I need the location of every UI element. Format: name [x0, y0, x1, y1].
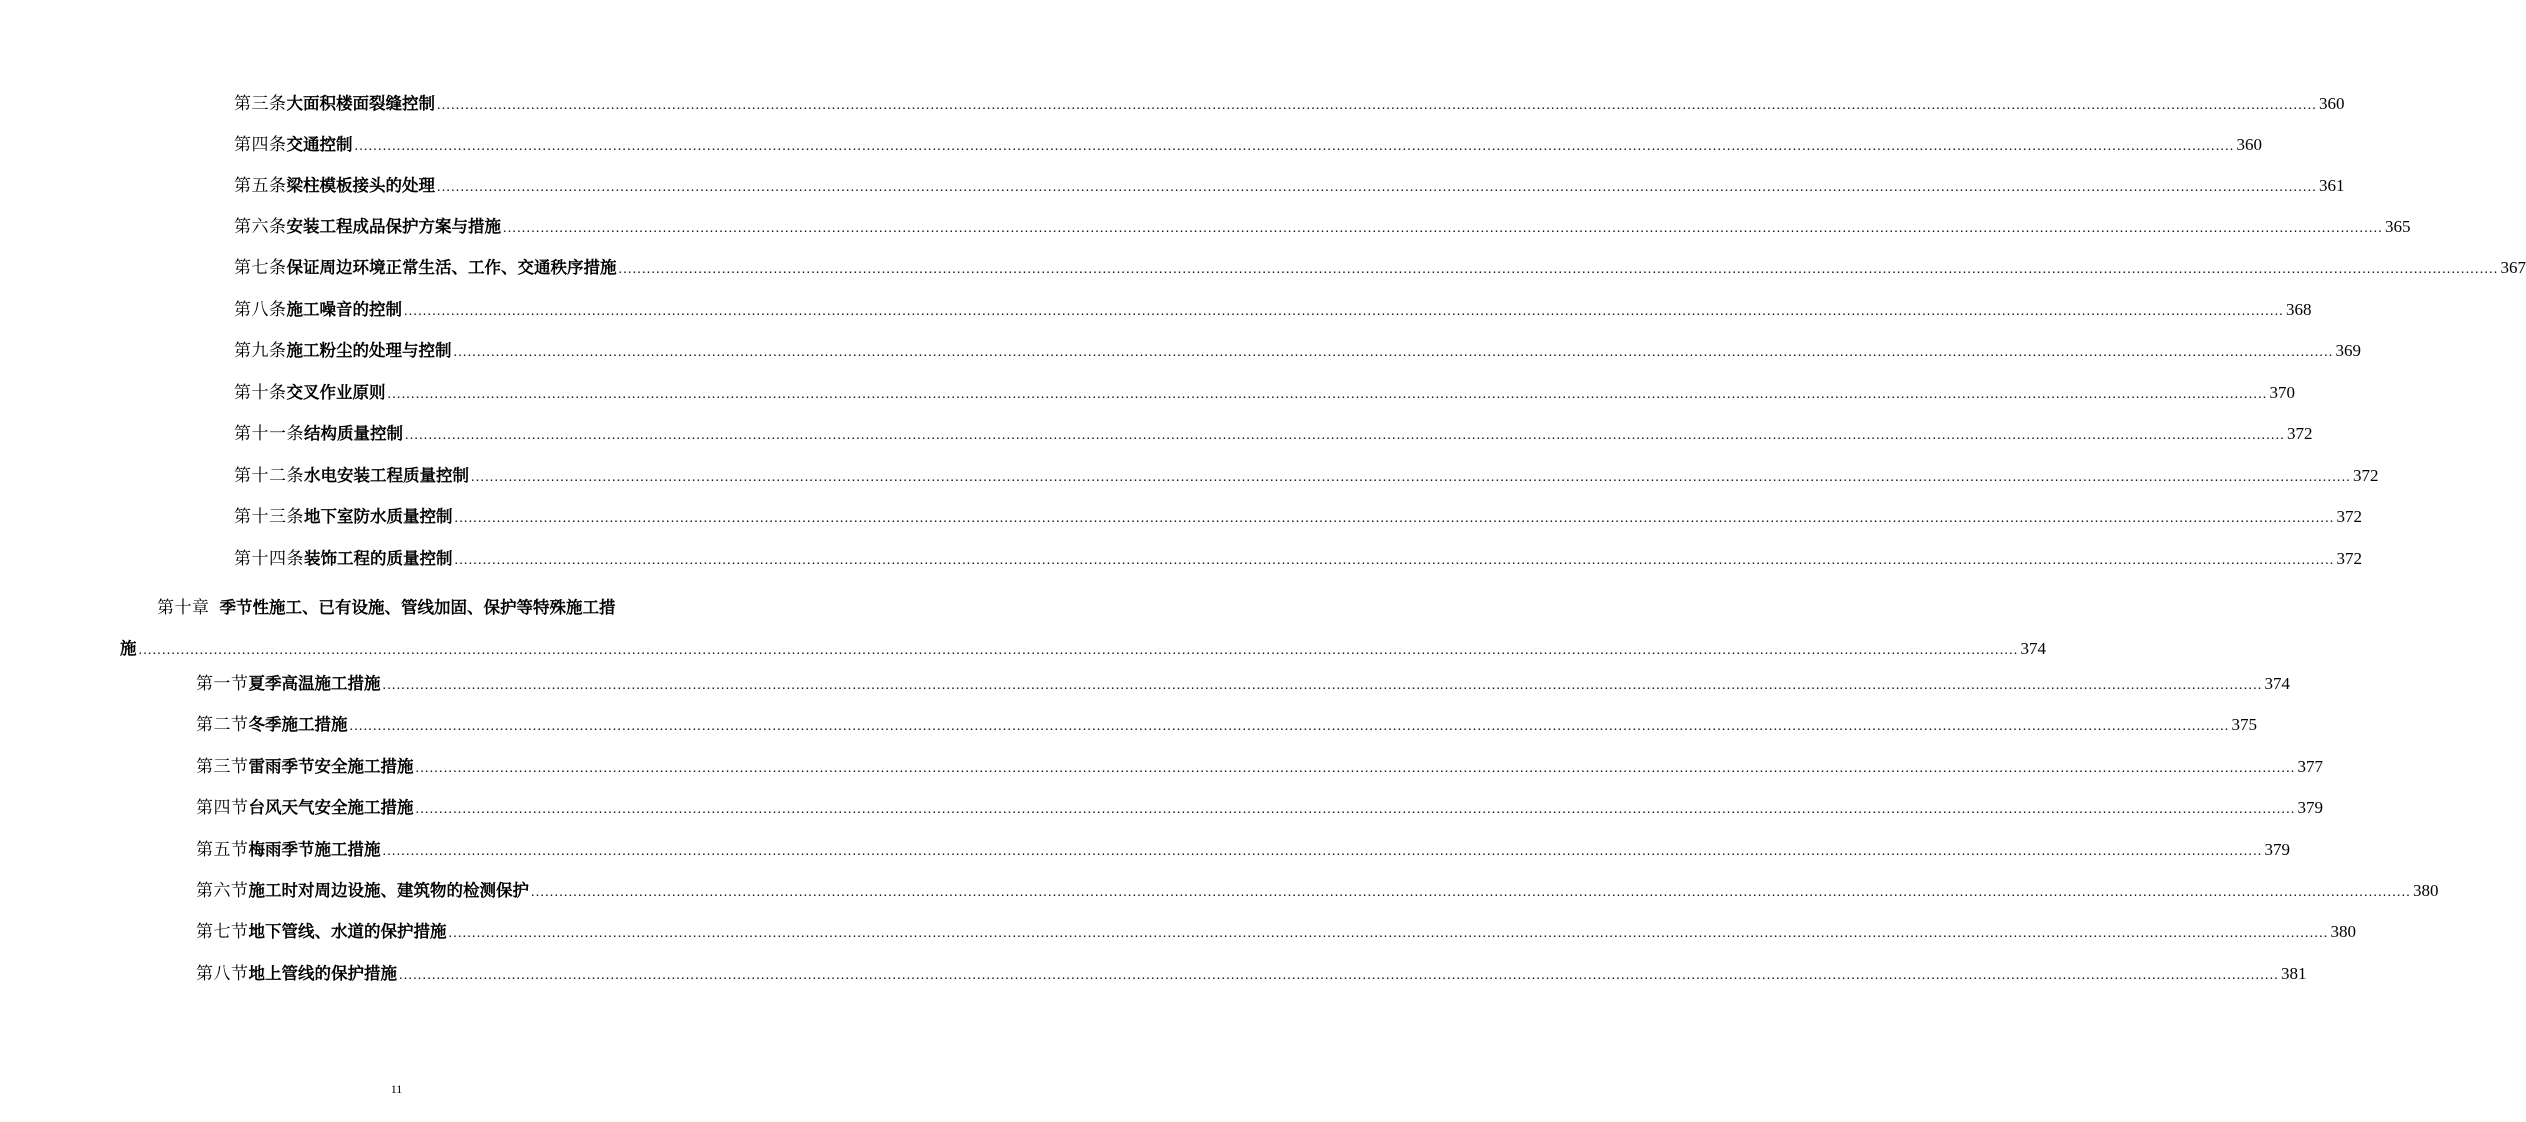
toc-entry[interactable]: [234, 89, 2345, 119]
toc-entry-title: 冬季施工措施: [248, 715, 348, 734]
toc-entry-page: 360: [2319, 94, 2345, 113]
toc-entry-page: 372: [2336, 507, 2362, 526]
dot-leader: ................................................................................................................................................................................................................................................................................................................................................................................................................: [453, 345, 2334, 360]
toc-entry-title: 雷雨季节安全施工措施: [248, 757, 414, 776]
dot-leader: ................................................................................................................................................................................................................................................................................................................................................................................................................: [618, 262, 2499, 277]
toc-entry-title: 安装工程成品保护方案与措施: [286, 217, 501, 236]
toc-entry-number: 第八条: [234, 300, 287, 319]
dot-leader: ................................................................................................................................................................................................................................................................................................................................................................................................................: [448, 926, 2329, 941]
toc-entry-title: 水电安装工程质量控制: [304, 466, 469, 485]
toc-entry[interactable]: [196, 835, 2290, 865]
toc-entry-number: 第七节: [196, 922, 249, 941]
toc-entry-page: 372: [2353, 466, 2379, 485]
toc-entry-page: 374: [2264, 674, 2290, 693]
dot-leader: ................................................................................................................................................................................................................................................................................................................................................................................................................: [437, 180, 2317, 195]
toc-entry[interactable]: [196, 876, 2439, 906]
toc-entry-number: 第九条: [234, 341, 287, 360]
dot-leader: ................................................................................................................................................................................................................................................................................................................................................................................................................: [454, 553, 2335, 568]
toc-entry-page: 379: [2297, 798, 2323, 817]
chapter-number: 第十章: [157, 598, 210, 617]
toc-entry-title: 台风天气安全施工措施: [248, 798, 414, 817]
toc-entry-page: 365: [2385, 217, 2411, 236]
toc-entry-title: 夏季高温施工措施: [248, 674, 381, 693]
toc-entry-number: 第十条: [234, 383, 287, 402]
toc-entry[interactable]: [196, 752, 2323, 782]
toc-entry[interactable]: [196, 959, 2307, 989]
toc-entry[interactable]: [234, 171, 2345, 201]
dot-leader: ................................................................................................................................................................................................................................................................................................................................................................................................................: [387, 387, 2268, 402]
dot-leader: ................................................................................................................................................................................................................................................................................................................................................................................................................: [349, 719, 2230, 734]
toc-entry-page: 370: [2269, 383, 2295, 402]
toc-entry-number: 第四条: [234, 135, 287, 154]
toc-entry[interactable]: [234, 544, 2362, 574]
toc-entry[interactable]: [234, 295, 2312, 325]
toc-entry-number: 第一节: [196, 674, 249, 693]
toc-entry-page: 372: [2287, 424, 2313, 443]
dot-leader: ................................................................................................................................................................................................................................................................................................................................................................................................................: [415, 802, 2296, 817]
toc-entry[interactable]: [234, 502, 2362, 532]
dot-leader: ................................................................................................................................................................................................................................................................................................................................................................................................................: [399, 968, 2279, 983]
toc-entry[interactable]: [196, 793, 2323, 823]
toc-entry-title: 地下管线、水道的保护措施: [248, 922, 447, 941]
chapter-heading-continued[interactable]: [120, 634, 2046, 664]
toc-entry[interactable]: [234, 419, 2313, 449]
dot-leader: ................................................................................................................................................................................................................................................................................................................................................................................................................: [382, 844, 2263, 859]
toc-entry-title: 地下室防水质量控制: [304, 507, 453, 526]
dot-leader: ................................................................................................................................................................................................................................................................................................................................................................................................................: [437, 98, 2317, 113]
dot-leader: ................................................................................................................................................................................................................................................................................................................................................................................................................: [454, 511, 2335, 526]
toc-entry-page: 369: [2335, 341, 2361, 360]
dot-leader: ................................................................................................................................................................................................................................................................................................................................................................................................................: [382, 678, 2263, 693]
toc-entry[interactable]: [196, 917, 2356, 947]
toc-entry-title: 结构质量控制: [304, 424, 403, 443]
toc-entry[interactable]: [196, 710, 2257, 740]
toc-entry-page: 361: [2319, 176, 2345, 195]
toc-entry-title: 大面积楼面裂缝控制: [286, 94, 435, 113]
toc-entry-number: 第七条: [234, 258, 287, 277]
toc-entry-page: 381: [2281, 964, 2307, 983]
chapter-title-line2: 施: [120, 639, 137, 658]
toc-entry-page: 380: [2330, 922, 2356, 941]
toc-entry-page: 375: [2231, 715, 2257, 734]
toc-entry-title: 交叉作业原则: [286, 383, 386, 402]
toc-entry-page: 368: [2286, 300, 2312, 319]
toc-entry-title: 梁柱模板接头的处理: [286, 176, 435, 195]
toc-entry[interactable]: [234, 212, 2411, 242]
toc-entry-title: 施工粉尘的处理与控制: [286, 341, 452, 360]
toc-entry-number: 第六条: [234, 217, 287, 236]
toc-entry-title: 梅雨季节施工措施: [248, 840, 381, 859]
dot-leader: ................................................................................................................................................................................................................................................................................................................................................................................................................: [503, 221, 2383, 236]
dot-leader: ................................................................................................................................................................................................................................................................................................................................................................................................................: [531, 885, 2411, 900]
dot-leader: ................................................................................................................................................................................................................................................................................................................................................................................................................: [354, 139, 2235, 154]
toc-entry-number: 第三节: [196, 757, 249, 776]
toc-entry-title: 交通控制: [286, 135, 353, 154]
toc-entry-number: 第五节: [196, 840, 249, 859]
toc-entry-number: 第十三条: [234, 507, 304, 526]
toc-entry-number: 第八节: [196, 964, 249, 983]
toc-entry-title: 保证周边环境正常生活、工作、交通秩序措施: [286, 258, 617, 277]
dot-leader: ................................................................................................................................................................................................................................................................................................................................................................................................................: [405, 428, 2285, 443]
toc-entry[interactable]: [234, 130, 2262, 160]
page-number: 11: [390, 1082, 403, 1096]
dot-leader: ................................................................................................................................................................................................................................................................................................................................................................................................................: [138, 643, 2019, 658]
chapter-title-line1: 季节性施工、已有设施、管线加固、保护等特殊施工措: [219, 598, 616, 617]
chapter-heading[interactable]: [157, 593, 616, 623]
dot-leader: ................................................................................................................................................................................................................................................................................................................................................................................................................: [415, 761, 2296, 776]
toc-entry[interactable]: [234, 378, 2295, 408]
toc-entry-number: 第三条: [234, 94, 287, 113]
toc-entry[interactable]: [196, 669, 2290, 699]
toc-entry-title: 地上管线的保护措施: [248, 964, 397, 983]
toc-entry-page: 380: [2413, 881, 2439, 900]
toc-entry-page: 379: [2264, 840, 2290, 859]
toc-entry[interactable]: [234, 253, 2526, 283]
toc-entry-page: 372: [2336, 549, 2362, 568]
toc-entry-page: 360: [2236, 135, 2262, 154]
toc-entry-number: 第五条: [234, 176, 287, 195]
dot-leader: ................................................................................................................................................................................................................................................................................................................................................................................................................: [471, 470, 2351, 485]
toc-entry-number: 第四节: [196, 798, 249, 817]
dot-leader: ................................................................................................................................................................................................................................................................................................................................................................................................................: [404, 304, 2284, 319]
toc-entry-title: 施工时对周边设施、建筑物的检测保护: [248, 881, 529, 900]
toc-entry-page: 367: [2500, 258, 2526, 277]
toc-entry[interactable]: [234, 461, 2379, 491]
toc-entry-number: 第十二条: [234, 466, 304, 485]
toc-entry[interactable]: [234, 336, 2361, 366]
chapter-page: 374: [2020, 639, 2046, 658]
toc-entry-number: 第十四条: [234, 549, 304, 568]
toc-entry-number: 第六节: [196, 881, 249, 900]
toc-entry-number: 第十一条: [234, 424, 304, 443]
toc-entry-page: 377: [2297, 757, 2323, 776]
toc-entry-title: 施工噪音的控制: [286, 300, 402, 319]
toc-entry-number: 第二节: [196, 715, 249, 734]
toc-entry-title: 装饰工程的质量控制: [304, 549, 453, 568]
